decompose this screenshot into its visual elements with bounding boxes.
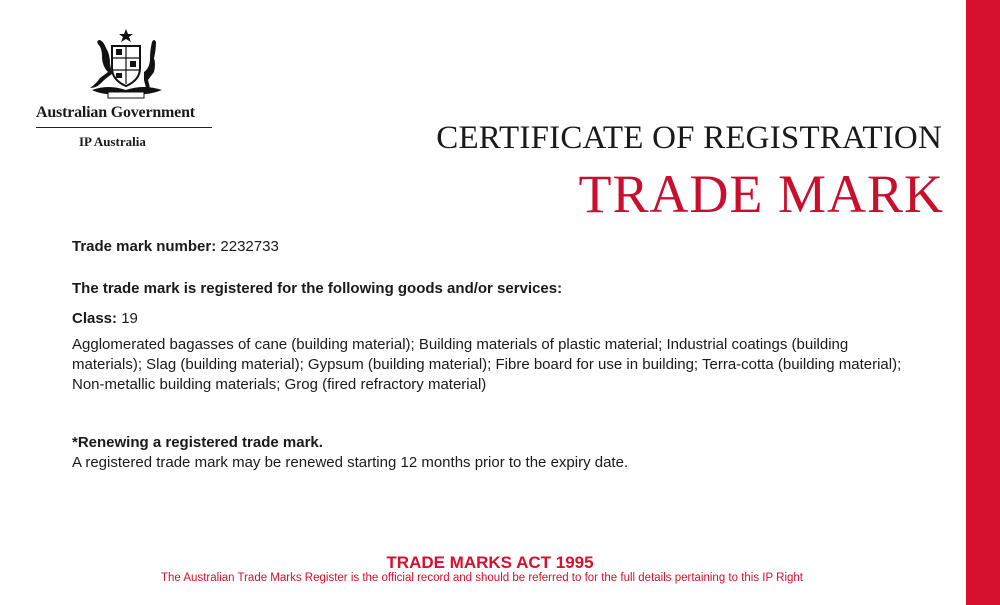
certificate-title: CERTIFICATE OF REGISTRATION — [436, 120, 942, 156]
footer-register-note: The Australian Trade Marks Register is the official record and should be referred to for the full details pertaining to this IP Right — [161, 572, 803, 584]
document-type-title: TRADE MARK — [578, 164, 944, 224]
trade-mark-number-label: Trade mark number: — [72, 238, 217, 255]
logo-divider — [36, 127, 212, 128]
class-value: 19 — [121, 310, 138, 327]
class-row — [72, 309, 902, 329]
class-label: Class: — [72, 310, 118, 327]
renewal-text: A registered trade mark may be renewed starting 12 months prior to the expiry date. — [72, 454, 629, 471]
red-side-band — [966, 0, 1000, 605]
trade-mark-number-row — [72, 237, 902, 257]
footer-act-title: TRADE MARKS ACT 1995 — [386, 553, 594, 572]
coat-of-arms-icon — [78, 28, 174, 100]
renewal-heading: *Renewing a registered trade mark. — [72, 434, 323, 451]
trade-mark-number-value: 2232733 — [220, 238, 279, 255]
government-name: Australian Government — [36, 104, 195, 121]
government-logo — [36, 24, 216, 154]
agency-name: IP Australia — [79, 134, 146, 149]
goods-description: Agglomerated bagasses of cane (building material); Building materials of plastic material; Industrial coatings (building materials); Slag (building material); Gypsum (building material); Fibre board for use in building; Terra-cotta (building material); Non-metallic building materials; Grog (fired refractory material) — [72, 336, 902, 393]
goods-services-heading: The trade mark is registered for the following goods and/or services: — [72, 280, 563, 297]
